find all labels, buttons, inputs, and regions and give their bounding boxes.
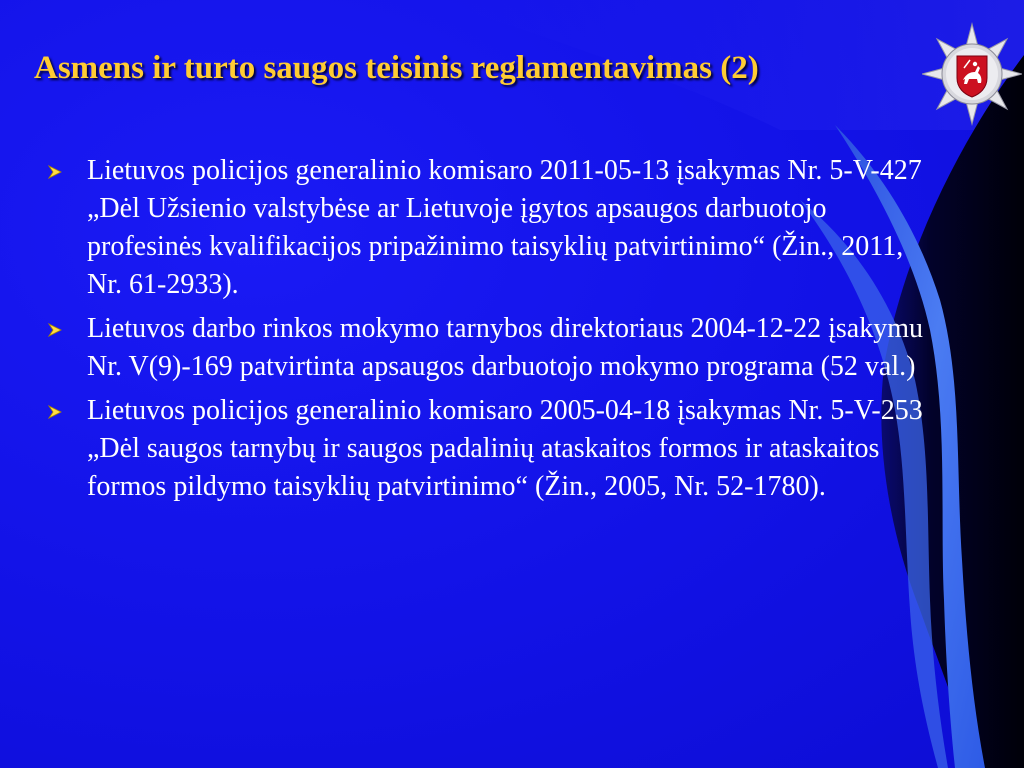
bullet-list — [44, 152, 944, 512]
arrowhead-bullet-icon — [48, 165, 62, 179]
arrowhead-bullet-icon — [48, 405, 62, 419]
bullet-text: Lietuvos darbo rinkos mokymo tarnybos direktoriaus 2004-12-22 įsakymu Nr. V(9)-169 patvirtinta apsaugos darbuotojo mokymo programa (52 val.) — [87, 313, 923, 382]
arrowhead-bullet-icon — [48, 323, 62, 337]
list-item — [44, 152, 944, 304]
slide-title: Asmens ir turto saugos teisinis reglamentavimas (2) — [34, 50, 759, 86]
list-item — [44, 392, 944, 506]
bullet-text: Lietuvos policijos generalinio komisaro 2011-05-13 įsakymas Nr. 5-V-427 „Dėl Užsienio valstybėse ar Lietuvoje įgytos apsaugos darbuotojo profesinės kvalifikacijos pripažinimo taisyklių patvirtinimo“ (Žin., 2011, Nr. 61-2933). — [87, 155, 922, 300]
bullet-text: Lietuvos policijos generalinio komisaro 2005-04-18 įsakymas Nr. 5-V-253 „Dėl saugos tarnybų ir saugos padalinių ataskaitos formos ir ataskaitos formos pildymo taisyklių patvirtinimo“ (Žin., 2005, Nr. 52-1780). — [87, 395, 923, 502]
lithuanian-police-star-emblem-icon — [922, 22, 1022, 126]
list-item — [44, 310, 944, 386]
